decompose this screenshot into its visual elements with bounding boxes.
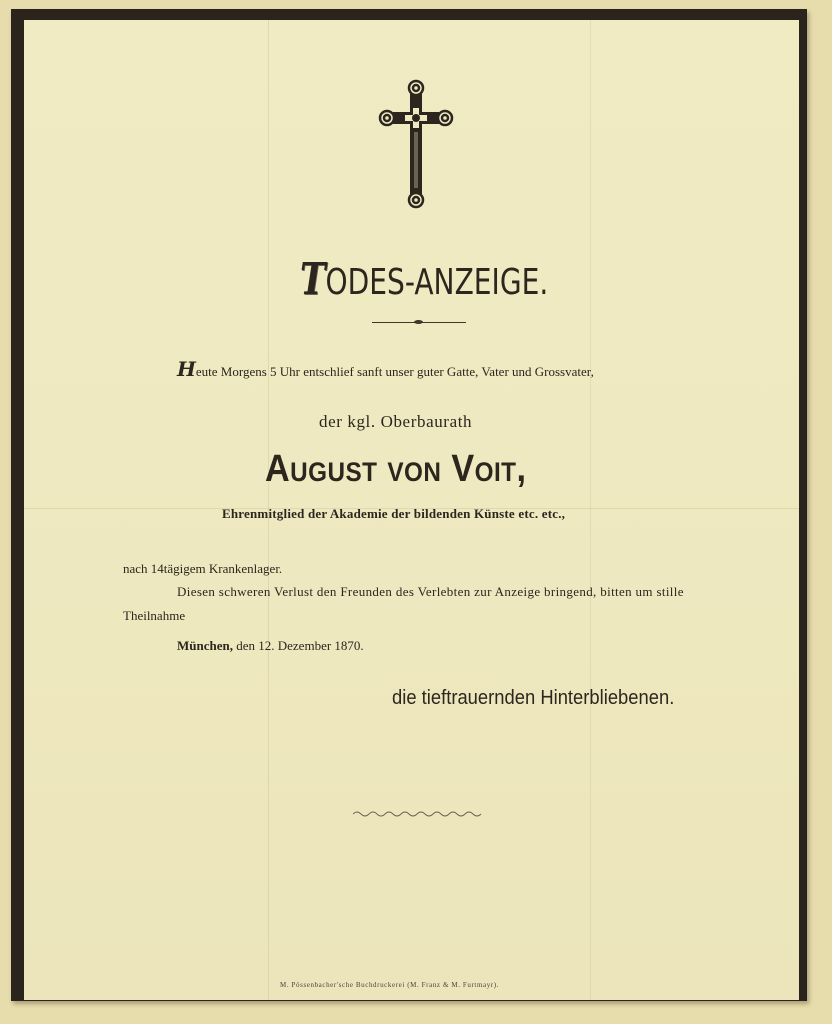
fold-line-vertical-right <box>590 20 591 1000</box>
date: den 12. Dezember 1870. <box>236 638 364 653</box>
closing-signature: die tieftrauernden Hinterbliebenen. <box>392 687 675 709</box>
place-date-line <box>177 638 364 654</box>
page-title <box>300 254 549 305</box>
printer-imprint: M. Pössenbacher'sche Buchdruckerei (M. Franz & M. Furtmayr). <box>280 981 500 989</box>
title-initial: T <box>300 254 326 305</box>
opening-initial: H <box>177 357 196 381</box>
notice-line-continued: Theilnahme <box>123 608 186 623</box>
honor-line: Ehrenmitglied der Akademie der bildenden Künste etc. etc., <box>222 506 566 521</box>
wavy-divider <box>353 810 483 818</box>
notice-line: Diesen schweren Verlust den Freunden des Verlebten zur Anzeige bringend, bitten um stille <box>177 584 684 599</box>
rank-line: der kgl. Oberbaurath <box>319 412 473 431</box>
opening-line <box>177 357 594 381</box>
deceased-name: August von Voit, <box>265 448 527 490</box>
ornamental-cross-icon <box>377 78 455 210</box>
divider-ornament <box>414 320 423 324</box>
place: München, <box>177 638 233 653</box>
title-text: ODES-ANZEIGE. <box>325 262 549 303</box>
opening-text: eute Morgens 5 Uhr entschlief sanft unser guter Gatte, Vater und Grossvater, <box>195 364 594 379</box>
illness-line: nach 14tägigem Krankenlager. <box>123 561 283 576</box>
